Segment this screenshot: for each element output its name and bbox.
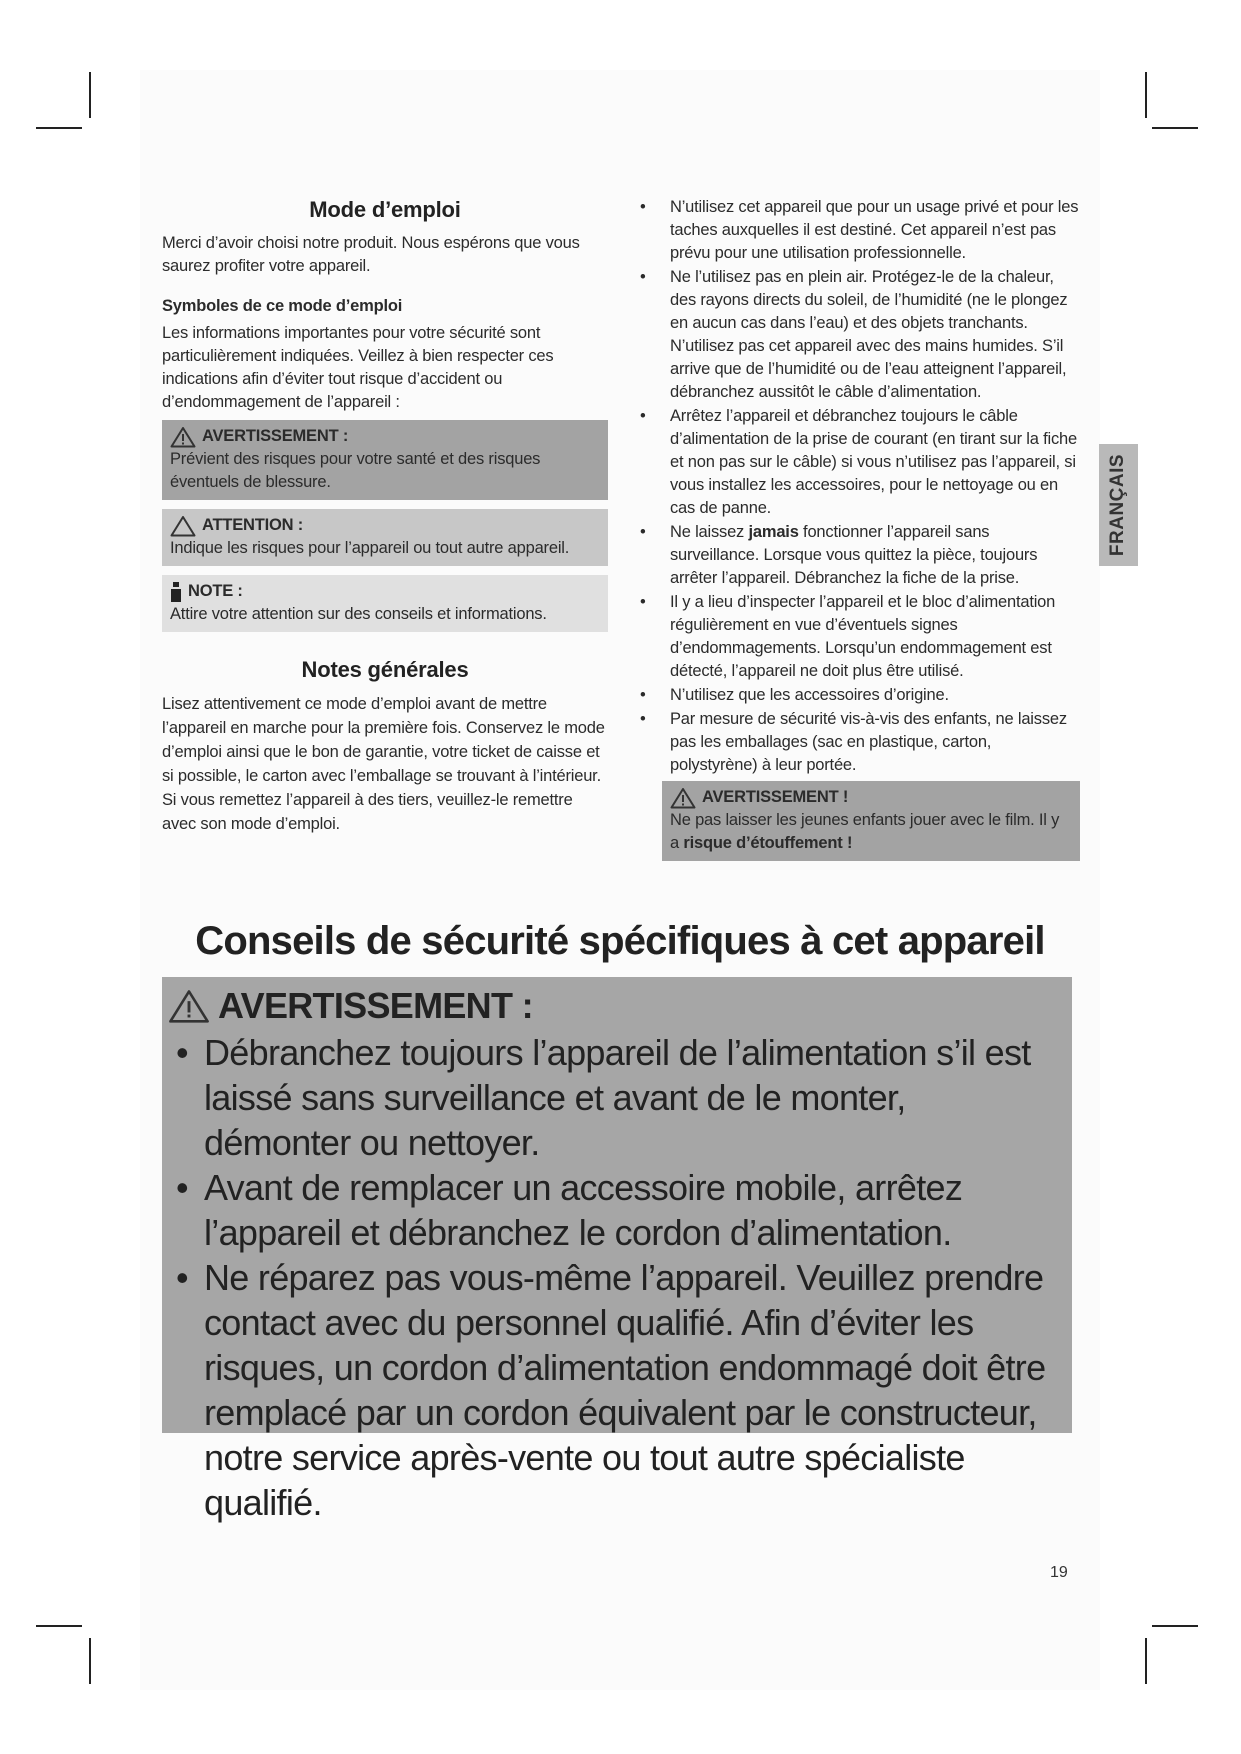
crop-mark-bottom-left-v	[89, 1638, 91, 1684]
emphasis-text: jamais	[748, 523, 799, 541]
language-tab-label: FRANÇAIS	[1107, 453, 1129, 557]
warning-triangle-icon	[670, 787, 696, 809]
manual-title: Mode d’emploi	[309, 197, 461, 222]
safety-title: Conseils de sécurité spécifiques à cet appareil	[195, 919, 1045, 963]
intro-text: Merci d’avoir choisi notre produit. Nous espérons que vous saurez profiter votre appareil.	[162, 234, 580, 275]
film-warning-box	[662, 781, 1080, 861]
crop-mark-bottom-right-v	[1145, 1638, 1147, 1684]
list-item: • Avant de remplacer un accessoire mobile, arrêtez l’appareil et débranchez le cordon d’alimentation.	[168, 1165, 1058, 1255]
safety-warning-head	[168, 983, 1058, 1028]
left-column	[162, 196, 608, 836]
list-item: • Arrêtez l’appareil et débranchez toujours le câble d’alimentation de la prise de courant (en tirant sur la fiche et non pas sur le câble) si vous n’utilisez pas l’appareil, si vous installez les accessoires, pour le nettoyage ou en cas de panne.	[640, 405, 1080, 520]
warning-triangle-icon	[168, 988, 210, 1024]
crop-mark-top-right-v	[1145, 72, 1147, 118]
attention-symbol-box	[162, 509, 608, 566]
warning-symbol-box	[162, 420, 608, 500]
list-item: • N’utilisez que les accessoires d’origine.	[640, 684, 1080, 707]
general-notes-title: Notes générales	[301, 657, 469, 682]
warning-symbol-head	[170, 425, 600, 448]
warning-symbol-label: AVERTISSEMENT :	[202, 427, 349, 445]
crop-mark-bottom-right-h	[1152, 1625, 1198, 1627]
list-item: • Par mesure de sécurité vis-à-vis des enfants, ne laissez pas les emballages (sac en plastique, carton, polystyrène) à leur portée.	[640, 708, 1080, 777]
list-item: • Il y a lieu d’inspecter l’appareil et le bloc d’alimentation régulièrement en vue d’éventuels signes d’endommagements. Lorsqu’un endommagement est détecté, l’appareil ne doit plus être utilisé.	[640, 591, 1080, 683]
note-symbol-head	[170, 580, 600, 603]
safety-warning-label: AVERTISSEMENT :	[218, 985, 533, 1026]
list-item: • Ne réparez pas vous-même l’appareil. Veuillez prendre contact avec du personnel qualifié. Afin d’éviter les risques, un cordon d’alimentation endommagé doit être remplacé par un cordon équivalent par le constructeur, notre service après-vente ou tout autre spécialiste qualifié.	[168, 1255, 1058, 1525]
warning-triangle-icon	[170, 515, 196, 537]
crop-mark-top-right-h	[1152, 127, 1198, 129]
general-notes-text: Lisez attentivement ce mode d’emploi avant de mettre l’appareil en marche pour la première fois. Conservez le mode d’emploi ainsi que le bon de garantie, votre ticket de caisse et si possible, le carton avec l’emballage se trouvant à l’intérieur. Si vous remettez l’appareil à des tiers, veuillez-le remettre avec son mode d’emploi.	[162, 695, 605, 833]
film-warning-text: Ne pas laisser les jeunes enfants jouer avec le film. Il y a risque d’étouffement !	[670, 811, 1060, 852]
note-symbol-box	[162, 575, 608, 632]
crop-mark-top-left-h	[36, 127, 82, 129]
info-icon	[170, 581, 182, 603]
attention-symbol-label: ATTENTION :	[202, 516, 304, 534]
list-item: • Ne laissez jamais fonctionner l’appareil sans surveillance. Lorsque vous quittez la pièce, toujours arrêter l’appareil. Débranchez la fiche de la prise.	[640, 521, 1080, 590]
film-warning-head	[670, 786, 1072, 809]
right-column	[640, 196, 1080, 870]
safety-bullet-list	[640, 196, 1080, 777]
list-item: • N’utilisez cet appareil que pour un usage privé et pour les taches auxquelles il est destiné. Cet appareil n’est pas prévu pour une utilisation professionnelle.	[640, 196, 1080, 265]
list-item: • Ne l’utilisez pas en plein air. Protégez-le de la chaleur, des rayons directs du soleil, de l’humidité (ne le plongez en aucun cas dans l’eau) et des objets tranchants. N’utilisez pas cet appareil avec des mains humides. S’il arrive que de l’humidité ou de l’eau atteignent l’appareil, débranchez aussitôt le câble d’alimentation.	[640, 266, 1080, 404]
language-tab	[1099, 444, 1138, 566]
symbols-text: Les informations importantes pour votre sécurité sont particulièrement indiquées. Veillez à bien respecter ces indications afin d’éviter tout risque d’accident ou d’endommagement de l’appareil :	[162, 324, 554, 411]
warning-symbol-text: Prévient des risques pour votre santé et des risques éventuels de blessure.	[170, 450, 541, 491]
note-symbol-text: Attire votre attention sur des conseils et informations.	[170, 605, 547, 623]
symbols-heading: Symboles de ce mode d’emploi	[162, 297, 403, 315]
warning-triangle-icon	[170, 426, 196, 448]
crop-mark-top-left-v	[89, 72, 91, 118]
page-number: 19	[1050, 1564, 1068, 1581]
film-warning-label: AVERTISSEMENT !	[702, 788, 849, 806]
crop-mark-bottom-left-h	[36, 1625, 82, 1627]
safety-items	[168, 1030, 1058, 1525]
note-symbol-label: NOTE :	[188, 582, 243, 600]
attention-symbol-head	[170, 514, 600, 537]
safety-warning-box	[162, 977, 1072, 1523]
attention-symbol-text: Indique les risques pour l’appareil ou tout autre appareil.	[170, 539, 570, 557]
list-item: • Débranchez toujours l’appareil de l’alimentation s’il est laissé sans surveillance et avant de le monter, démonter ou nettoyer.	[168, 1030, 1058, 1165]
